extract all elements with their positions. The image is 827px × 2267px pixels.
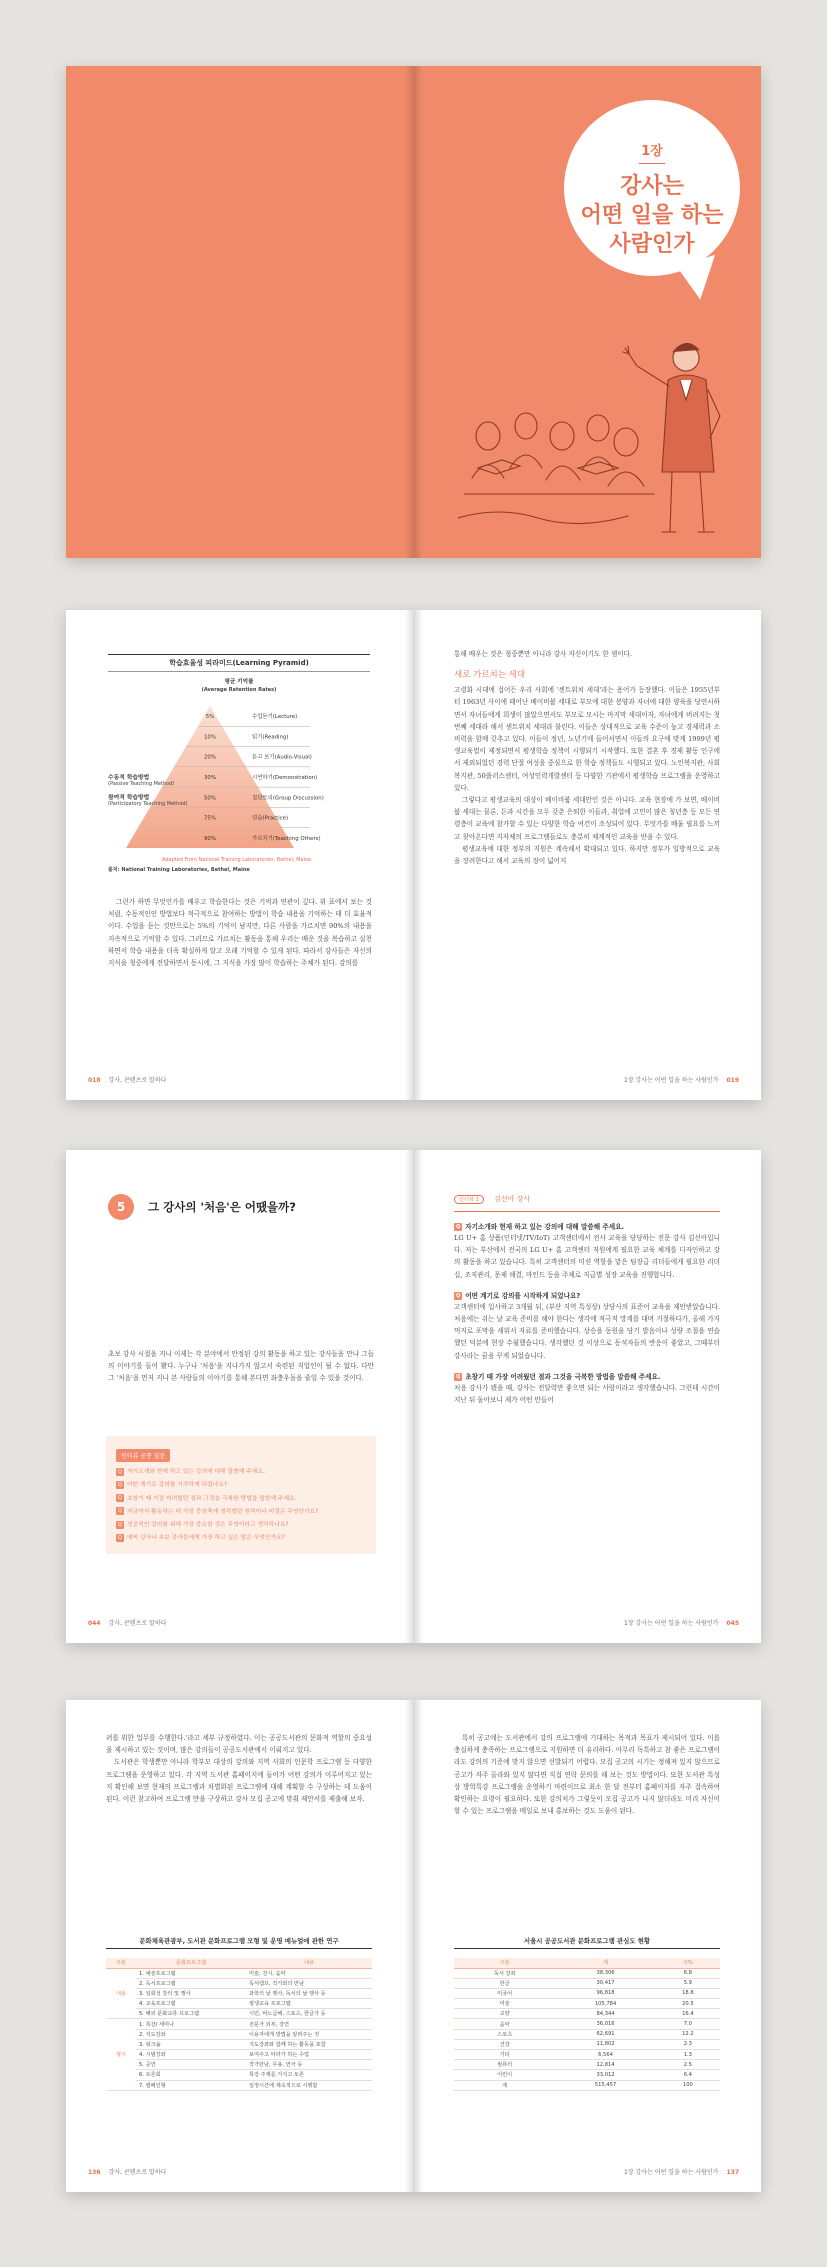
header-percent: 구%	[656, 1958, 720, 1968]
category-cell: 컴퓨터	[454, 2060, 555, 2070]
pyramid-percent: 30%	[204, 775, 216, 781]
interview-question	[116, 1532, 366, 1545]
question-text: 예비 강사나 초보 강사들에게 가장 하고 싶은 말은 무엇인가요?	[126, 1535, 285, 1542]
qa-list	[454, 1221, 720, 1406]
q-badge: Q	[118, 1521, 122, 1528]
chapter-label: 1장	[641, 144, 663, 159]
pyramid-level-label: 듣고 보기(Audio-Visual)	[252, 754, 312, 761]
table-row	[454, 2019, 720, 2029]
box-title: 인터뷰 공통 질문	[116, 1449, 170, 1462]
right-page	[414, 610, 761, 1100]
category-cell: 계	[454, 2080, 555, 2090]
table-row	[106, 2009, 372, 2019]
program-cell: 1. 특강/ 세미나	[136, 2019, 246, 2029]
chapter-running-head: 1장 강사는 어떤 일을 하는 사람인가	[623, 2169, 719, 2176]
pyramid-level-label: 읽기(Reading)	[252, 734, 289, 741]
table-row	[454, 1978, 720, 1988]
total-cell: 30,417	[555, 1978, 655, 1988]
speech-bubble	[564, 100, 740, 276]
participatory-label: 참여적 학습방법	[108, 795, 150, 801]
content-cell: 과학의 날 행사, 독서의 날 행사 등	[246, 1988, 372, 1998]
question-text: 성공적인 강의를 위해 가장 중요한 것은 무엇이라고 생각하나요?	[126, 1522, 289, 1529]
table-row	[454, 1999, 720, 2009]
row-category: 내용	[106, 1968, 136, 2019]
passive-sub: (Passive Teaching Method)	[108, 781, 175, 787]
total-cell: 12,814	[555, 2060, 655, 2070]
table-row	[454, 2080, 720, 2090]
pyramid-percent: 75%	[204, 815, 216, 822]
folio-right	[624, 1618, 739, 1627]
culture-program-table	[106, 1958, 372, 2091]
category-cell: 어린이	[454, 2070, 555, 2080]
chapter-title-line-3: 사람인가	[609, 232, 695, 257]
page-number-left: 136	[88, 2169, 101, 2176]
left-page	[66, 1150, 413, 1643]
content-cell: 일정시간에 계속적으로 시행함	[246, 2080, 372, 2090]
table-row	[106, 1968, 372, 1978]
question-text: 자기소개와 현재 하고 있는 강의에 대해 말씀해 주세요.	[126, 1469, 265, 1475]
page-number-right: 045	[726, 1620, 739, 1627]
percent-cell: 100	[656, 2080, 720, 2090]
total-cell: 6,564	[555, 2050, 655, 2060]
program-cell: 4. 시범강좌	[136, 2050, 246, 2060]
q-badge: Q	[118, 1468, 122, 1475]
interview-tag: 인터뷰 1	[454, 1195, 484, 1204]
table-row	[106, 2039, 372, 2049]
total-cell: 33,012	[555, 2070, 655, 2080]
pyramid-level-label: 집단토의(Group Discussion)	[252, 795, 324, 802]
pyramid-level-label: 연습(Practice)	[252, 815, 289, 822]
header-content: 내용	[246, 1958, 372, 1968]
interview-question	[116, 1519, 366, 1532]
left-page	[66, 610, 413, 1100]
header-total: 계	[555, 1958, 655, 1968]
chapter-title-line-1: 강사는	[620, 174, 684, 199]
pyramid-level-label: 시연하기(Demonstration)	[252, 775, 318, 781]
participatory-method-label	[108, 792, 188, 807]
page-number-right: 019	[726, 1077, 739, 1084]
content-cell: 평생교육 프로그램	[246, 1999, 372, 2009]
total-cell: 105,784	[555, 1999, 655, 2009]
interview-questions-box	[106, 1436, 376, 1554]
section-heading: 새로 가르치는 세대	[454, 670, 526, 681]
passive-method-label	[108, 772, 174, 787]
right-page-title	[414, 66, 761, 558]
right-text-column	[454, 1186, 720, 1406]
page-number-right: 137	[726, 2169, 739, 2176]
total-cell: 36,016	[555, 2019, 655, 2029]
section-heading: 그 강사의 '처음'은 어땠을까?	[148, 1200, 296, 1214]
table-header-row	[106, 1958, 372, 1968]
question-text: 어떤 계기로 강의를 시작하게 되었나요?	[126, 1482, 227, 1489]
program-cell: 4. 교육프로그램	[136, 1999, 246, 2009]
percent-cell: 6.4	[656, 2070, 720, 2080]
table-row	[454, 1988, 720, 1998]
table-row	[454, 2050, 720, 2060]
folio-left	[88, 1075, 166, 1084]
chapter-divider	[639, 163, 665, 164]
pyramid-title: 학습효율성 피라미드(Learning Pyramid)	[108, 654, 370, 672]
table-header-row	[454, 1958, 720, 1968]
folio-right	[624, 1075, 739, 1084]
category-cell: 미술	[454, 1999, 555, 2009]
left-page-blank	[66, 66, 413, 558]
content-cell: 미술, 전시, 음악	[246, 1968, 372, 1978]
percent-cell: 5.9	[656, 1978, 720, 1988]
left-table-title: 문화체육관광부, 도서관 문화프로그램 모형 및 운영 매뉴얼에 관한 연구	[106, 1936, 372, 1949]
left-page	[66, 1700, 413, 2192]
page-number-left: 018	[88, 1077, 101, 1084]
q-badge: Q	[118, 1508, 122, 1515]
right-body-text: 특히 공고에는 도서관에서 강의 프로그램에 기대하는 목적과 목표가 제시되어 있다. 이를 충실하게 충족하는 프로그램으로 지원하면 더 유리하다. 아무리 독특하고 참 좋은 프로그램이라도 강의의 기준에 맞지 않으면 선발되기 어렵다. 모집 공고의 시기는 정해져 있지 않으므로 공고가 자주 올라와 있지 않다면 직접 연락 문의를 해 보는 것도 방법이다. 또한 도서관 특성상 방학특강 프로그램을 운영하기 마련이므로 최소 한 달 전부터 홈페이지를 자주 접속하여 확인하는 요령이 필요하다. 또한 강의처가 그렇듯이 모집 공고가 나지 않더라도 미리 자신이 할 수 있는 프로그램을 메일로 보내 홍보하는 것도 도움이 된다.	[454, 1734, 720, 1816]
table-row	[106, 1988, 372, 1998]
interest-status-table	[454, 1958, 720, 2091]
q-badge: Q	[456, 1224, 461, 1230]
category-cell: 스포츠	[454, 2029, 555, 2039]
total-cell: 11,802	[555, 2039, 655, 2049]
category-cell: 미국어	[454, 1988, 555, 1998]
table-row	[106, 1999, 372, 2009]
program-cell: 7. 캠페인형	[136, 2080, 246, 2090]
header-category: 구분	[106, 1958, 136, 1968]
header-program: 문화프로그램	[136, 1958, 246, 1968]
table-row	[106, 2019, 372, 2029]
program-cell: 2. 지도강좌	[136, 2029, 246, 2039]
program-cell: 3. 일회성 강의 및 행사	[136, 1988, 246, 1998]
spread-interview	[66, 1150, 761, 1643]
left-text-column	[106, 1732, 372, 1805]
table-row	[106, 2060, 372, 2070]
table-row	[106, 1978, 372, 1988]
right-page	[414, 1150, 761, 1643]
table-row	[454, 2070, 720, 2080]
question-text: 지금까지 활동하는 데 가장 중심축에 생각했던 원칙이나 비결은 무엇인가요?	[126, 1508, 319, 1515]
content-cell: 이용자에게 방법을 알려주는 것	[246, 2029, 372, 2039]
content-cell: 시민, 비노급해, 스포츠, 한글가 등	[246, 2009, 372, 2019]
percent-cell: 7.0	[656, 2019, 720, 2029]
q-badge: Q	[118, 1481, 122, 1488]
percent-cell: 12.2	[656, 2029, 720, 2039]
pyramid-percent: 10%	[204, 734, 216, 741]
category-cell: 교양	[454, 2009, 555, 2019]
right-body-2: 그렇다고 평생교육의 대상이 베이비붐 세대만인 것은 아니다. 교육 현장에 가 보면, 베이비붐 세대는 물론, 돈과 시간을 모두 갖춘 은퇴한 이들과, 취업에 고민이 많은 청년층 등 모든 연령층이 교육에 참가할 수 있는 다양한 학습 여건이 조성되어 있다. 무엇가를 배울 필요를 느끼고 찾아온다면 지자체의 프로그램들로도 충분히 체계적인 교육을 받을 수 있다.	[454, 796, 720, 841]
pyramid-percent: 20%	[204, 754, 216, 761]
pyramid-level-label: 수업듣기(Lecture)	[252, 714, 298, 721]
bubble-tail	[677, 255, 727, 304]
percent-cell: 16.4	[656, 2009, 720, 2019]
content-cell: 보여주고 따라가 하는 수업	[246, 2050, 372, 2060]
pyramid-caption	[108, 678, 370, 694]
qa-question	[454, 1290, 720, 1300]
book-title-running-head: 강사, 콘텐츠로 말하다	[108, 1620, 167, 1627]
category-cell: 독서 강좌	[454, 1968, 555, 1978]
folio-right	[624, 2167, 739, 2176]
pyramid-percent: 50%	[204, 795, 216, 802]
interview-question	[116, 1493, 366, 1506]
qa-answer: 처음 강사가 됐을 때, 강사는 전달력만 좋으면 되는 사람이라고 생각했습니다. 그런데 시간이 지난 뒤 돌아보니 제가 어떤 만들어	[454, 1383, 720, 1405]
content-cell: 독서캠프, 작가와의 만남	[246, 1978, 372, 1988]
qa-answer: LG U+ 홈 상품(인터넷/TV/IoT) 고객센터에서 전사 교육을 담당하는 전문 강사 김선아입니다. 저는 부산에서 전국의 LG U+ 홈 고객센터 직원에게 필요한 교육 체계를 디자인하고 강의 활동을 하고 있습니다. 특히 고객센터의 미션 역할을 맡은 팀장급 리더들에게 필요한 리더십, 조직관리, 문제 해결, 마인드 등을 주제로 직급별 성장 교육을 진행합니다.	[454, 1234, 720, 1279]
total-cell: 96,818	[555, 1988, 655, 1998]
qa-question-text: 어떤 계기로 강의를 시작하게 되었나요?	[465, 1291, 581, 1300]
right-body-1: 고령화 시대에 접어든 우리 사회에 '센트위치 세대'라는 용어가 등장했다. 이들은 1955년부터 1963년 사이에 태어난 베이비붐 세대로 부모에 대한 봉양과 자녀에 대한 양육을 당연시하면서 자녀들에게 희생이 많았으면서도 부모로 모시는 마지막 세대이자, 자녀에게 버려지는 첫 번째 세대라 해서 센트위치 세대라 불린다. 이들은 상대적으로 교육 수준이 높고 경제력과 소비력을 함께 갖추고 있다. 이들이 정년, 노년기에 들어서면서 이들의 요구에 맞게 1999년 평생교육법이 제정되면서 평생학습 정책이 시행되기 시작했다. 또한 결혼 후 경제 활동 인구에서 제외되었던 경력 단절 여성을 중심으로 한 학습 정책들도 시행되고 있다. 노인복지관, 사회복지관, 50플러스센터, 여성인력개발센터 등 다양한 기관에서 평생학습 프로그램을 운영하고 있다.	[454, 686, 720, 792]
category-cell: 음악	[454, 2019, 555, 2029]
folio-left	[88, 2167, 166, 2176]
adapted-note: Adapted From National Training Laboratories, Bethel, Maine	[162, 857, 312, 863]
program-cell: 2. 독서프로그램	[136, 1978, 246, 1988]
total-cell: 62,691	[555, 2029, 655, 2039]
content-cell: 전문가 외부, 강연	[246, 2019, 372, 2029]
table-row	[454, 2039, 720, 2049]
pyramid-level-label: 가르치기(Teaching Others)	[252, 835, 321, 842]
table-row	[106, 2070, 372, 2080]
interviewee-header	[454, 1186, 720, 1205]
table-row	[106, 2080, 372, 2090]
book-title-running-head: 강사, 콘텐츠로 말하다	[108, 1077, 167, 1084]
right-intro: 통해 배우는 것은 청중뿐만 아니라 강사 자신이기도 한 셈이다.	[454, 650, 633, 658]
percent-cell: 2.5	[656, 2060, 720, 2070]
total-cell: 38,306	[555, 1968, 655, 1978]
book-title-running-head: 강사, 콘텐츠로 말하다	[108, 2169, 167, 2176]
right-body-3: 평생교육에 대한 정부의 지원은 계속해서 확대되고 있다. 하지만 정부가 일방적으로 교육을 장려한다고 해서 교육의 장이 넓어지	[454, 844, 720, 866]
pyramid-percent: 90%	[204, 835, 216, 842]
source-note: 출처: National Training Laboratories, Bethel, Maine	[108, 867, 250, 873]
question-list	[116, 1466, 366, 1546]
header-category: 구분	[454, 1958, 555, 1968]
interview-question	[116, 1466, 366, 1479]
chapter-running-head: 1장 강사는 어떤 일을 하는 사람인가	[623, 1077, 719, 1084]
program-cell: 3. 워크숍	[136, 2039, 246, 2049]
percent-cell: 18.8	[656, 1988, 720, 1998]
folio-left	[88, 1618, 166, 1627]
program-cell: 6. 토론회	[136, 2070, 246, 2080]
section-number-badge: 5	[108, 1194, 134, 1220]
left-body-2: 도서관은 학생뿐만 아니라 학부모 대상의 강의와 지역 사회의 인문학 프로그램 등 다양한 프로그램을 운영하고 있다. 각 지역 도서관 홈페이지에 들어가 어떤 강의가 이루어지고 있는지 확인해 보면 현재의 프로그램과 차별화된 프로그램에 대해 계획할 수 구상하는 데 도움이 된다. 이런 참고하여 프로그램 만을 구상하고 강사 모집 공고에 맞춰 제안서를 제출해 보자.	[106, 1758, 372, 1804]
qa-question	[454, 1371, 720, 1381]
passive-label: 수동적 학습방법	[108, 775, 150, 781]
total-cell: 84,344	[555, 2009, 655, 2019]
q-badge: Q	[118, 1495, 122, 1502]
chapter-title-line-2: 어떤 일을 하는	[580, 203, 724, 228]
interviewee-name: 김선아 강사	[494, 1195, 531, 1203]
percent-cell: 20.5	[656, 1999, 720, 2009]
spread-learning-pyramid	[66, 610, 761, 1100]
row-category: 형식	[106, 2019, 136, 2090]
question-text: 초창기 때 가장 어려웠던 점과 그것을 극복한 방법을 말씀해 주세요.	[126, 1495, 297, 1502]
qa-question-text: 초창기 때 가장 어려웠던 점과 그것을 극복한 방법을 말씀해 주세요.	[465, 1372, 661, 1381]
pyramid-caption-line-2: (Average Retention Rates)	[201, 687, 277, 693]
left-body-1: 려를 위한 업무를 수행한다.'라고 세부 규정하였다. 이는 공공도서관의 문화적 역할의 중요성을 제시하고 있는 것이며, 많은 강의들이 공공도서관에서 이뤄지고 있다.	[106, 1734, 372, 1755]
category-cell: 기타	[454, 2050, 555, 2060]
interview-question	[116, 1506, 366, 1519]
category-cell: 한글	[454, 1978, 555, 1988]
total-cell: 515,457	[555, 2080, 655, 2090]
program-cell: 5. 해외 문화교류 프로그램	[136, 2009, 246, 2019]
table-row	[454, 1968, 720, 1978]
pyramid-caption-line-1: 평균 기억률	[224, 679, 254, 685]
spread-library-programs	[66, 1700, 761, 2192]
q-badge: Q	[118, 1534, 122, 1541]
category-cell: 건강	[454, 2039, 555, 2049]
table-row	[454, 2009, 720, 2019]
percent-cell: 2.3	[656, 2039, 720, 2049]
table-row	[454, 2060, 720, 2070]
right-text-column	[454, 648, 720, 867]
header-rule	[454, 1211, 720, 1212]
q-badge: Q	[456, 1292, 461, 1299]
table-row	[454, 2029, 720, 2039]
table-row	[106, 2029, 372, 2039]
spread-chapter-opener	[66, 66, 761, 558]
chapter-running-head: 1장 강사는 어떤 일을 하는 사람인가	[623, 1620, 719, 1627]
q-badge: Q	[456, 1373, 461, 1380]
content-cell: 지도강좌와 함께 하는 활동을 포함	[246, 2039, 372, 2049]
intro-body-text: 초보 강사 시절을 지나 이제는 각 분야에서 안정된 강의 활동을 하고 있는 강사들을 만나 그들의 이야기를 들어 봤다. 누구나 '처음'을 지나가지 않고서 숙련된 직업인이 될 수 없다. 다만 그 '처음'을 먼저 지나 본 사람들의 이야기를 통해 본다면 좌충우돌을 줄일 수 있을 것이다.	[108, 1350, 374, 1383]
lecturer-illustration	[458, 318, 748, 558]
program-cell: 5. 공연	[136, 2060, 246, 2070]
qa-answer: 고객센터에 입사하고 3개월 뒤, (부산 지역 특성상) 상담사의 표준어 교육을 제안받았습니다. 처음에는 쉬는 날 교육 준비를 해야 한다는 생각에 적극적 망계를 대며 거절하다가, 올해 가지 먹지로 포막을 세워서 자료를 준비했습니다. 상승을 동원을 당기 발음이나 성량 조절을 연습했던 덕분에 현장 수월했습니다. 생각했던 것 이상으로 동석자들의 반응이 좋았고, 그때부터 강사라는 꿈을 꾸게 되었습니다.	[454, 1302, 720, 1360]
qa-question	[454, 1221, 720, 1231]
program-cell: 1. 예술프로그램	[136, 1968, 246, 1978]
percent-cell: 1.3	[656, 2050, 720, 2060]
table-row	[106, 2050, 372, 2060]
percent-cell: 6.8	[656, 1968, 720, 1978]
content-cell: 작가만남, 무용, 연극 등	[246, 2060, 372, 2070]
left-body-text: 그런가 하면 무엇인가를 배우고 학습한다는 것은 기억과 연관이 깊다. 위 표에서 보는 것처럼, 수동적인인 방법보다 적극적으로 참여하는 방법이 학습 내용을 기억하는 데 더 효율적이다. 수업을 듣는 것만으로는 5%의 기억이 남지만, 다른 사람을 가르치면 90%의 내용을 지속적으로 기억할 수 있다. 그러므로 가르치는 활동을 통해 우리는 배운 것을 복습하고 실천하면서 학습 내용을 더욱 확실하게 알고 오래 기억할 수 있게 된다. 따라서 강사들은 자신의 지식을 청중에게 전달하면서 동시에, 그 지식을 가장 많이 학습하는 주체가 된다. 강의를	[108, 898, 372, 968]
participatory-sub: (Participatory Teaching Method)	[108, 801, 188, 807]
interview-question	[116, 1479, 366, 1492]
right-page	[414, 1700, 761, 2192]
qa-question-text: 자기소개와 현재 하고 있는 강의에 대해 말씀해 주세요.	[465, 1223, 624, 1231]
pyramid-percent: 5%	[205, 714, 215, 721]
page-number-left: 044	[88, 1620, 101, 1627]
content-cell: 특강 주제를 가지고 토론	[246, 2070, 372, 2080]
right-table-title: 서울시 공공도서관 문화프로그램 관심도 현황	[454, 1936, 720, 1949]
